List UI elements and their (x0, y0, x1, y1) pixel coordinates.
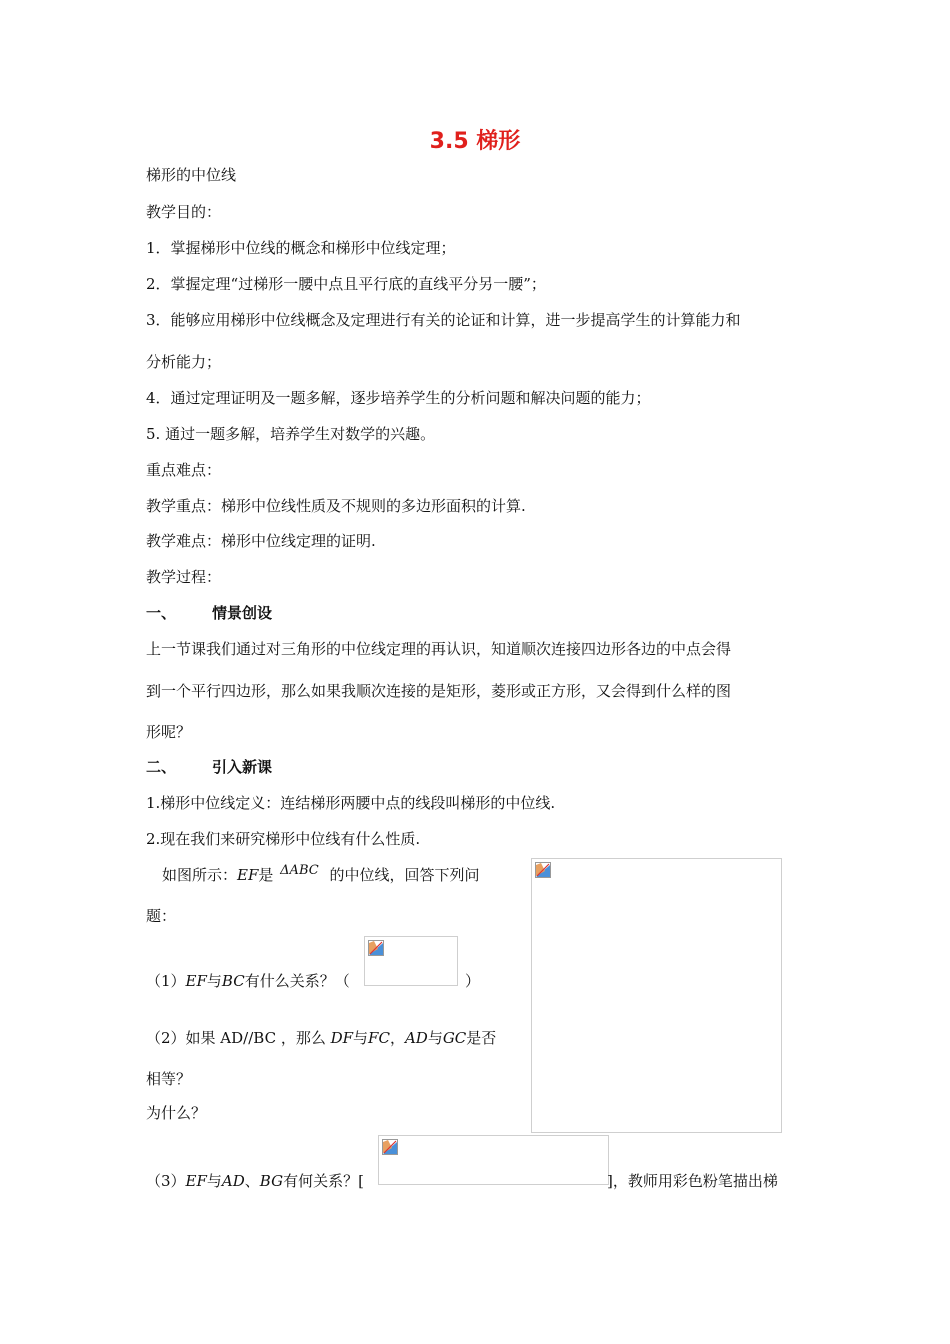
figure-intro: 如图所示：EF是 ΔABC 的中位线，回答下列问 (162, 863, 480, 884)
image-placeholder-icon (535, 862, 551, 878)
objective-4: 4．通过定理证明及一题多解，逐步培养学生的分析问题和解决问题的能力； (146, 389, 651, 407)
section-1-number: 一、 (146, 604, 177, 622)
key-point: 教学重点：梯形中位线性质及不规则的多边形面积的计算. (146, 497, 526, 515)
objective-3: 3．能够应用梯形中位线概念及定理进行有关的论证和计算，进一步提高学生的计算能力和 (146, 311, 741, 329)
research-text: 2.现在我们来研究梯形中位线有什么性质. (146, 830, 421, 848)
answer-1-image (364, 936, 458, 986)
section-1-text-2: 到一个平行四边形，那么如果我顺次连接的是矩形，菱形或正方形，又会得到什么样的图 (146, 682, 732, 700)
answer-3-image (378, 1135, 609, 1185)
section-2-heading (146, 756, 446, 776)
image-placeholder-icon (382, 1139, 398, 1155)
question-1-close: ） (465, 972, 481, 990)
trapezoid-figure (531, 858, 782, 1133)
difficult-point: 教学难点：梯形中位线定理的证明. (146, 532, 376, 550)
objective-3-cont: 分析能力； (146, 353, 222, 371)
question-3: （3）EF与AD、BG有何关系？[ (146, 1172, 364, 1190)
section-2-title: 引入新课 (212, 758, 273, 776)
question-2-cont-1: 相等？ (146, 1070, 192, 1088)
objectives-heading: 教学目的： (146, 203, 222, 221)
key-points-heading: 重点难点： (146, 461, 222, 479)
question-1: （1）EF与BC有什么关系？（ (146, 972, 350, 990)
objective-2: 2．掌握定理“过梯形一腰中点且平行底的直线平分另一腰”； (146, 275, 546, 293)
section-1-heading (146, 602, 446, 622)
question-2-cont-2: 为什么？ (146, 1104, 207, 1122)
objective-1: 1．掌握梯形中位线的概念和梯形中位线定理； (146, 239, 456, 257)
process-heading: 教学过程： (146, 568, 222, 586)
section-1-text-1: 上一节课我们通过对三角形的中位线定理的再认识，知道顺次连接四边形各边的中点会得 (146, 640, 732, 658)
section-1-text-3: 形呢？ (146, 723, 192, 741)
question-2: （2）如果 AD//BC ，那么 DF与FC，AD与GC是否 (146, 1029, 497, 1047)
page-title: 3.5 梯形 (429, 129, 521, 154)
image-placeholder-icon (368, 940, 384, 956)
objective-5: 5. 通过一题多解，培养学生对数学的兴趣。 (146, 425, 436, 443)
section-2-number: 二、 (146, 758, 177, 776)
triangle-abc: ΔABC (280, 863, 319, 878)
var-ef: EF (237, 866, 259, 884)
definition: 1.梯形中位线定义：连结梯形两腰中点的线段叫梯形的中位线. (146, 794, 556, 812)
section-1-title: 情景创设 (212, 604, 273, 622)
figure-intro-cont: 题： (146, 907, 177, 925)
subtitle: 梯形的中位线 (146, 166, 237, 184)
question-3-close: ]，教师用彩色粉笔描出梯 (607, 1172, 778, 1190)
